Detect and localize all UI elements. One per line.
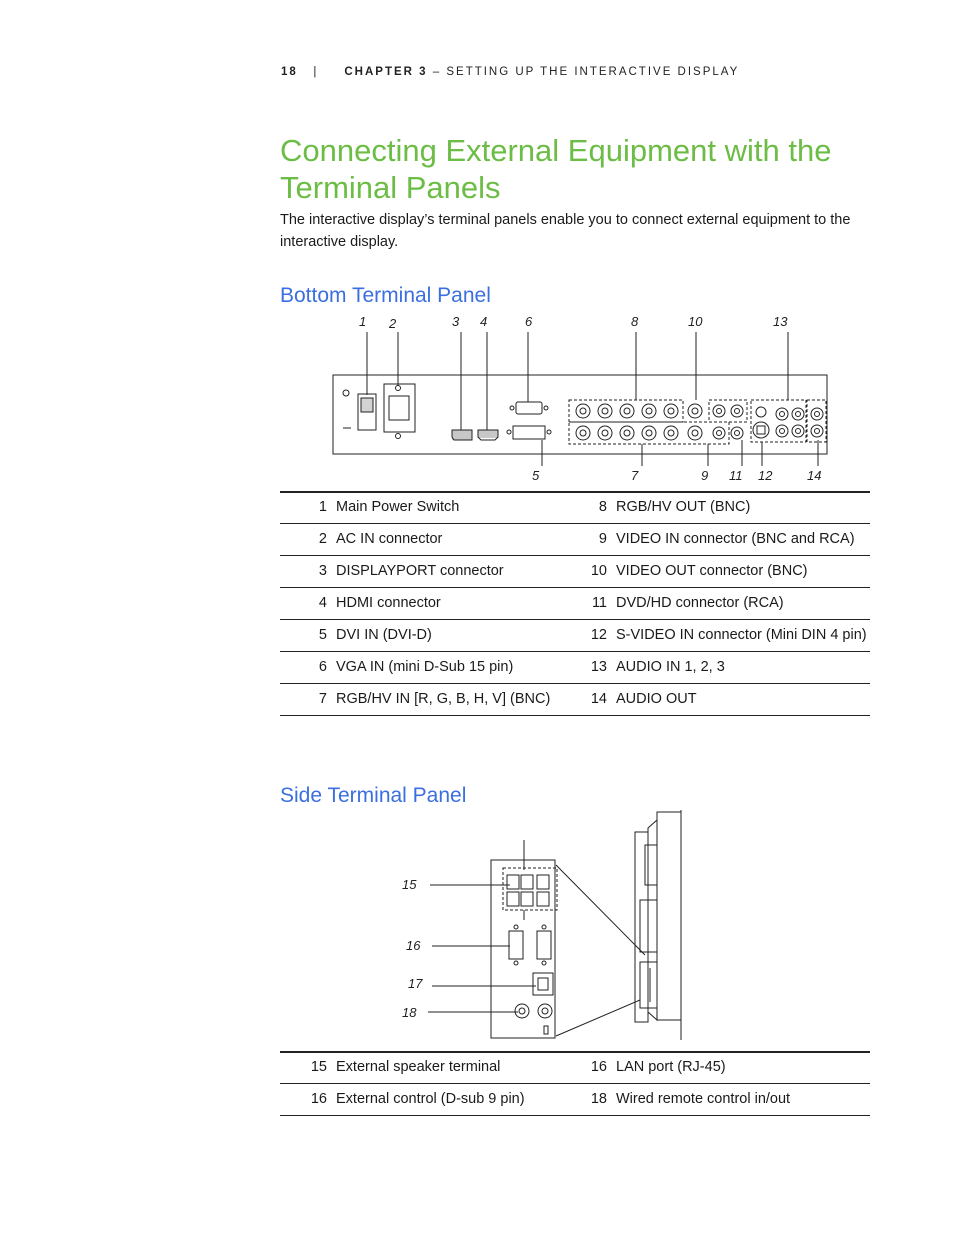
callout-18: 18 <box>402 1005 417 1020</box>
side-panel-heading: Side Terminal Panel <box>280 784 467 807</box>
side-panel-diagram <box>420 805 690 1045</box>
callout-2: 2 <box>389 316 397 331</box>
callout-8: 8 <box>631 314 639 329</box>
legend-text: Wired remote control in/out <box>616 1091 791 1107</box>
intro-paragraph: The interactive display’s terminal panels enable you to connect external equipment to the interactive display. <box>280 212 851 250</box>
legend-text: External control (D-sub 9 pin) <box>336 1091 525 1107</box>
callout-14: 14 <box>807 468 822 483</box>
callout-7: 7 <box>631 468 639 483</box>
chapter-title: – SETTING UP THE INTERACTIVE DISPLAY <box>427 66 740 78</box>
legend-number: 12 <box>590 627 607 643</box>
legend-row <box>280 684 870 716</box>
legend-text: VIDEO IN connector (BNC and RCA) <box>616 531 855 547</box>
page-number: 18 <box>281 66 298 78</box>
legend-text: Main Power Switch <box>336 499 460 515</box>
callout-5: 5 <box>532 468 540 483</box>
legend-row <box>280 1052 870 1084</box>
legend-number: 7 <box>318 691 327 707</box>
callout-13: 13 <box>773 314 788 329</box>
legend-text: VGA IN (mini D-Sub 15 pin) <box>336 659 514 675</box>
side-panel-legend-table <box>280 1052 870 1116</box>
callout-10: 10 <box>688 314 703 329</box>
legend-text: DVD/HD connector (RCA) <box>616 595 784 611</box>
callout-3: 3 <box>452 314 460 329</box>
legend-text: VIDEO OUT connector (BNC) <box>616 563 808 579</box>
dsub9-left <box>509 931 523 959</box>
legend-number: 3 <box>318 563 327 579</box>
legend-text: AUDIO IN 1, 2, 3 <box>616 659 725 675</box>
legend-row <box>280 556 870 588</box>
dvi-connector <box>513 426 545 439</box>
legend-text: DISPLAYPORT connector <box>336 563 504 579</box>
dsub9-right <box>537 931 551 959</box>
legend-number: 16 <box>310 1091 327 1107</box>
legend-row <box>280 652 870 684</box>
legend-number: 6 <box>318 659 327 675</box>
legend-row <box>280 588 870 620</box>
legend-number: 8 <box>598 499 607 515</box>
lan-port <box>533 973 553 995</box>
legend-text: LAN port (RJ-45) <box>616 1059 726 1075</box>
legend-row <box>280 492 870 524</box>
legend-number: 4 <box>318 595 327 611</box>
legend-text: HDMI connector <box>336 595 441 611</box>
running-header <box>281 66 739 78</box>
callout-1: 1 <box>359 314 367 329</box>
legend-number: 18 <box>590 1091 607 1107</box>
bottom-panel-heading: Bottom Terminal Panel <box>280 284 491 307</box>
legend-text: RGB/HV OUT (BNC) <box>616 499 751 515</box>
legend-text: AC IN connector <box>336 531 443 547</box>
vga-connector <box>516 402 542 414</box>
s-video-connector <box>753 422 769 438</box>
page-title: Connecting External Equipment with the Terminal Panels <box>280 133 832 205</box>
bottom-panel-legend-table <box>280 492 870 716</box>
legend-text: AUDIO OUT <box>616 691 697 707</box>
header-separator: | <box>313 66 319 78</box>
rgbhv-in-bnc <box>576 426 702 440</box>
callout-12: 12 <box>758 468 773 483</box>
chapter-label: CHAPTER 3 <box>344 66 428 78</box>
bottom-panel-diagram <box>330 330 830 470</box>
callout-11: 11 <box>729 468 743 483</box>
callout-4: 4 <box>480 314 488 329</box>
legend-number: 2 <box>318 531 327 547</box>
callout-9: 9 <box>701 468 709 483</box>
legend-row <box>280 620 870 652</box>
legend-row <box>280 524 870 556</box>
legend-number: 16 <box>590 1059 607 1075</box>
callout-6: 6 <box>525 314 533 329</box>
legend-number: 11 <box>591 595 607 611</box>
legend-number: 14 <box>590 691 607 707</box>
legend-text: External speaker terminal <box>336 1059 501 1075</box>
legend-text: S-VIDEO IN connector (Mini DIN 4 pin) <box>616 627 867 643</box>
legend-number: 9 <box>598 531 607 547</box>
legend-number: 15 <box>310 1059 327 1075</box>
legend-text: RGB/HV IN [R, G, B, H, V] (BNC) <box>336 691 551 707</box>
callout-17: 17 <box>408 976 423 991</box>
callout-15: 15 <box>402 877 417 892</box>
callout-16: 16 <box>406 938 421 953</box>
legend-number: 10 <box>590 563 607 579</box>
legend-number: 13 <box>590 659 607 675</box>
legend-number: 1 <box>318 499 327 515</box>
legend-number: 5 <box>318 627 327 643</box>
legend-row <box>280 1084 870 1116</box>
legend-text: DVI IN (DVI-D) <box>336 627 432 643</box>
